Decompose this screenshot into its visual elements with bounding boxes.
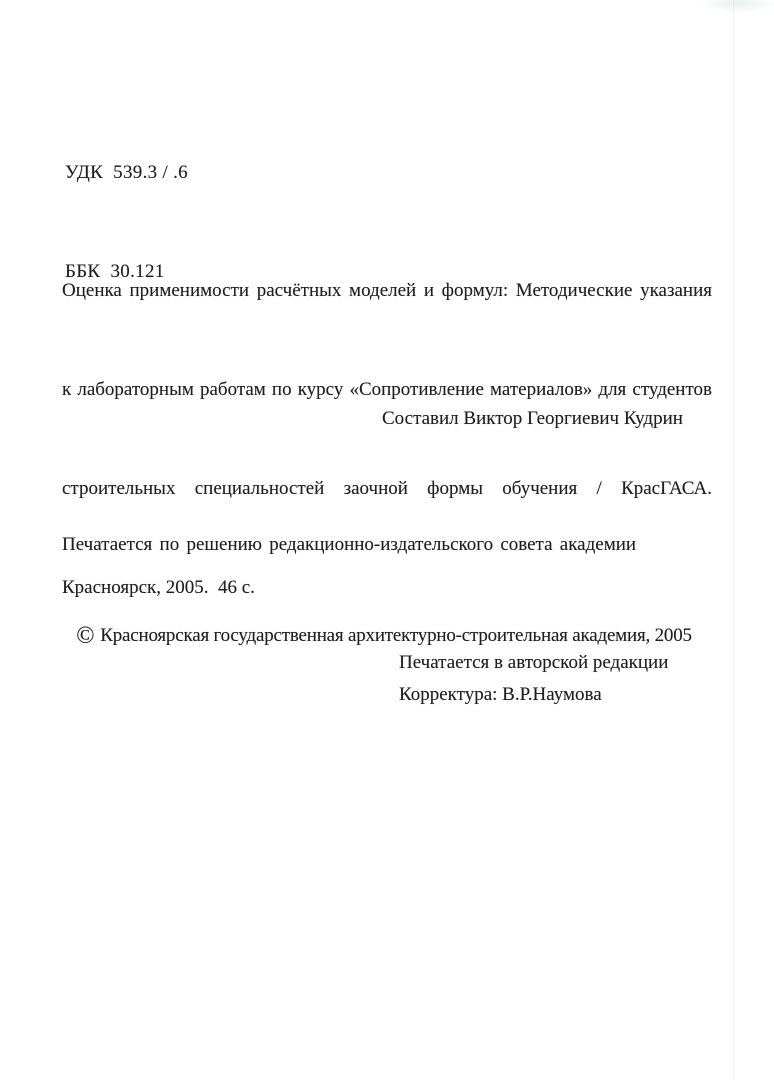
bbk-code: ББК 30.121 (65, 261, 165, 282)
compiler-credit: Составил Виктор Георгиевич Кудрин (382, 408, 683, 429)
page-edge-shadow (733, 0, 734, 1080)
approval-note: Печатается по решению редакционно-издательского совета академии (62, 534, 637, 555)
bibliography-line: Красноярск, 2005. 46 с. (62, 577, 255, 598)
copyright-icon: © (76, 623, 95, 649)
udk-code: УДК 539.3 / .6 (65, 162, 188, 183)
bibliography-line: к лабораторным работам по курсу «Сопротивление материалов» для студентов (62, 379, 712, 400)
copyright-text: Красноярская государственная архитектурно-строительная академия, 2005 (100, 625, 692, 646)
scan-artifact (700, 0, 774, 14)
proofreader-credit: Корректура: В.Р.Наумова (399, 684, 602, 705)
edition-note: Печатается в авторской редакции (399, 652, 669, 673)
bibliography-line: Оценка применимости расчётных моделей и формул: Методические указания (62, 280, 712, 301)
bibliography-line: строительных специальностей заочной формы обучения / КрасГАСА. (62, 478, 712, 499)
